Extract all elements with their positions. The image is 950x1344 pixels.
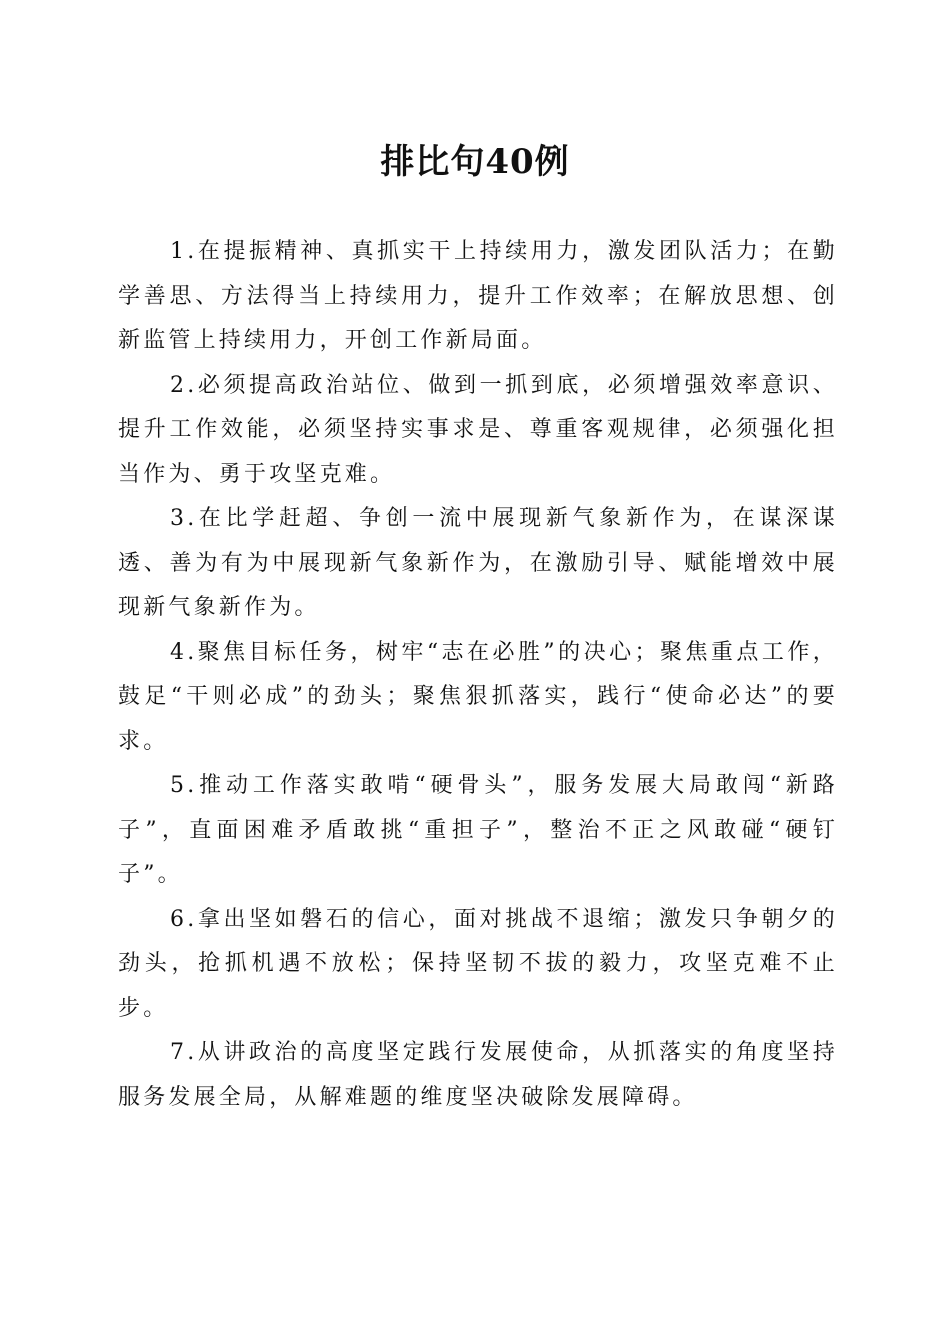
- paragraph-4: 4.聚焦目标任务，树牢“志在必胜”的决心；聚焦重点工作，鼓足“干则必成”的劲头；聚焦狠抓落实，践行“使命必达”的要求。: [118, 639, 838, 754]
- paragraph-6: 6.拿出坚如磐石的信心，面对挑战不退缩；激发只争朝夕的劲头，抢抓机遇不放松；保持坚韧不拔的毅力，攻坚克难不止步。: [118, 906, 838, 1021]
- document-body: [118, 230, 838, 1120]
- paragraph-3: 3.在比学赶超、争创一流中展现新气象新作为，在谋深谋透、善为有为中展现新气象新作为，在激励引导、赋能增效中展现新气象新作为。: [118, 506, 838, 620]
- paragraph-2: 2.必须提高政治站位、做到一抓到底，必须增强效率意识、提升工作效能，必须坚持实事求是、尊重客观规律，必须强化担当作为、勇于攻坚克难。: [118, 372, 838, 487]
- paragraph-1: 1.在提振精神、真抓实干上持续用力，激发团队活力；在勤学善思、方法得当上持续用力，提升工作效率；在解放思想、创新监管上持续用力，开创工作新局面。: [118, 239, 838, 353]
- paragraph-5: 5.推动工作落实敢啃“硬骨头”，服务发展大局敢闯“新路子”，直面困难矛盾敢挑“重担子”，整治不正之风敢碰“硬钉子”。: [118, 773, 838, 887]
- paragraph-7: 7.从讲政治的高度坚定践行发展使命，从抓落实的角度坚持服务发展全局，从解难题的维度坚决破除发展障碍。: [118, 1040, 838, 1110]
- document-title: 排比句40例: [380, 142, 570, 182]
